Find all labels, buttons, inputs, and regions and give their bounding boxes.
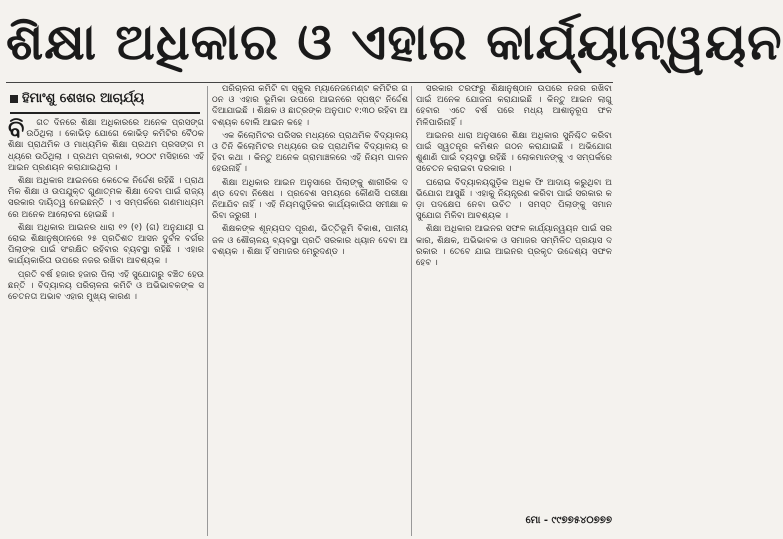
- byline: [10, 88, 200, 110]
- paragraph: ଶିକ୍ଷା ଅଧିକାର ଆଇନ ଅନୁସାରେ ପିଲାଙ୍କୁ ଶାରୀରିକ ଦଣ୍ଡ ଦେବା ନିଷେଧ । ପ୍ରବେଶ ସମୟରେ କୌଣସି ପରୀକ୍ଷା ନିଆଯିବ ନାହିଁ । ଏହି ନିୟମଗୁଡ଼ିକର କାର୍ଯ୍ୟକାରିତା ସମୀକ୍ଷା କରିବା ଜରୁରୀ ।: [212, 177, 408, 222]
- drop-cap: ବି: [8, 115, 25, 143]
- article-column-2: [212, 84, 408, 505]
- paragraph: ଗତ ଦିନରେ ଶିକ୍ଷା ଅଧିକାରରେ ଅନେକ ପ୍ରସଙ୍ଗ ଉଠିଥିଲା । କୋଭିଡ଼ ଯୋଗେ କୋଭିଡ଼ କମିଟିର ବୈଠକ ଶିକ୍ଷା ପ୍ରାଥମିକ ଓ ମାଧ୍ୟମିକ ଶିକ୍ଷା ପ୍ରଥମ ପ୍ରସଙ୍ଗ ମଧ୍ୟରେ ଉଠିଥିଲା । ପ୍ରଥମ ପ୍ରକାଶ, ୨୦୦୯ ମସିହାରେ ଏହି ଆଇନ ପ୍ରଣୟନ କରାଯାଇଥିଲା ।: [8, 118, 204, 173]
- author-contact: ମୋ - ୯୯୭୭୫୪୦୭୭୭: [525, 515, 612, 526]
- paragraph: ଶିକ୍ଷା ଅଧିକାର ଆଇନର ସଫଳ କାର୍ଯ୍ୟାନ୍ୱୟନ ପାଇଁ ସରକାର, ଶିକ୍ଷକ, ଅଭିଭାବକ ଓ ସମାଜର ସମ୍ମିଳିତ ପ୍ରୟାସ ଦରକାର । ତେବେ ଯାଇ ଆଇନର ପ୍ରକୃତ ଉଦ୍ଦେଶ୍ୟ ସଫଳ ହେବ ।: [416, 224, 612, 269]
- byline-square-icon: [10, 95, 18, 103]
- headline: ଶିକ୍ଷା ଅଧିକାର ଓ ଏହାର କାର୍ଯ୍ୟାନ୍ୱୟନ: [6, 13, 783, 71]
- paragraph: ଘରୋଇ ବିଦ୍ୟାଳୟଗୁଡ଼ିକ ଅଧିକ ଫି ଆଦାୟ କରୁଥିବା ଅଭିଯୋଗ ଆସୁଛି । ଏହାକୁ ନିୟନ୍ତ୍ରଣ କରିବା ପାଇଁ ସରକାର କଡ଼ା ପଦକ୍ଷେପ ନେବା ଉଚିତ । ସମସ୍ତ ପିଲାଙ୍କୁ ସମାନ ସୁଯୋଗ ମିଳିବା ଆବଶ୍ୟକ ।: [416, 177, 612, 222]
- byline-author: ହିମାଂଶୁ ଶେଖର ଆଚାର୍ଯ୍ୟ: [22, 91, 145, 106]
- paragraph: ପରିଚାଳନା କମିଟି ବା ସ୍କୁଲ ମ୍ୟାନେଜମେଣ୍ଟ କମିଟିର ଗଠନ ଓ ଏହାର ଭୂମିକା ଉପରେ ଆଇନରେ ସ୍ପଷ୍ଟ ନିର୍ଦ୍ଦେଶ ଦିଆଯାଇଛି । ଶିକ୍ଷକ ଓ ଛାତ୍ରଙ୍କ ଅନୁପାତ ୧:୩୦ ରହିବା ଆବଶ୍ୟକ ବୋଲି ଆଇନ କହେ ।: [212, 84, 408, 128]
- paragraph: ଶିକ୍ଷା ଅଧିକାର ଆଇନରେ କେତେକ ନିର୍ଦ୍ଦେଶ ରହିଛି । ପ୍ରାଥମିକ ଶିକ୍ଷା ଓ ଉପଯୁକ୍ତ ଗୁଣାତ୍ମକ ଶିକ୍ଷା ଦେବା ପାଇଁ ରାଜ୍ୟ ସରକାର ଦାୟିତ୍ୱ ନେଇଛନ୍ତି । ଏ ସମ୍ପର୍କରେ ଗଣମାଧ୍ୟମରେ ଅନେକ ଆଲୋଚନା ହୋଇଛି ।: [8, 176, 204, 220]
- paragraph: ସରକାର ତରଫରୁ ଶିକ୍ଷାନୁଷ୍ଠାନ ଉପରେ ନଜର ରଖିବା ପାଇଁ ଅନେକ ଯୋଜନା କରାଯାଇଛି । କିନ୍ତୁ ଆଇନ ଲାଗୁ ହେବାର ଏତେ ବର୍ଷ ପରେ ମଧ୍ୟ ଆଶାନୁରୂପ ଫଳ ମିଳିପାରିନାହିଁ ।: [416, 84, 612, 128]
- paragraph: ଶିକ୍ଷା ଅଧିକାର ଆଇନର ଧାରା ୧୨ (୧) (ଗ) ଅନୁଯାୟୀ ଘରୋଇ ଶିକ୍ଷାନୁଷ୍ଠାନରେ ୨୫ ପ୍ରତିଶତ ଆସନ ଦୁର୍ବଳ ବର୍ଗର ପିଲାଙ୍କ ପାଇଁ ସଂରକ୍ଷିତ ରହିବାର ବ୍ୟବସ୍ଥା ରହିଛି । ଏହାର କାର୍ଯ୍ୟକାରିତା ଉପରେ ନଜର ରଖିବା ଆବଶ୍ୟକ ।: [8, 222, 204, 267]
- column-divider: [411, 86, 412, 536]
- column-divider: [207, 86, 208, 536]
- headline-rule: [6, 82, 613, 83]
- paragraph: ଆଇନର ଧାରା ଅନୁସାରେ ଶିକ୍ଷା ଅଧିକାର ସୁନିଶ୍ଚିତ କରିବା ପାଇଁ ସ୍ୱତନ୍ତ୍ର କମିଶନ ଗଠନ କରାଯାଇଛି । ଅଭିଯୋଗ ଶୁଣାଣି ପାଇଁ ବ୍ୟବସ୍ଥା ରହିଛି । ଲୋକମାନଙ୍କୁ ଏ ସମ୍ପର୍କରେ ସଚେତନ କରାଇବା ଦରକାର ।: [416, 130, 612, 175]
- paragraph: ଶିକ୍ଷକଙ୍କ ଶୂନ୍ୟପଦ ପୂରଣ, ଭିତ୍ତିଭୂମି ବିକାଶ, ପାନୀୟ ଜଳ ଓ ଶୌଚାଳୟ ବ୍ୟବସ୍ଥା ପ୍ରତି ସରକାର ଧ୍ୟାନ ଦେବା ଆବଶ୍ୟକ । ଶିକ୍ଷା ହିଁ ସମାଜର ମେରୁଦଣ୍ଡ ।: [212, 224, 408, 257]
- article-column-3: [416, 84, 612, 505]
- paragraph: ପ୍ରତି ବର୍ଷ ହଜାର ହଜାର ପିଲା ଏହି ସୁଯୋଗରୁ ବଞ୍ଚିତ ହେଉଛନ୍ତି । ବିଦ୍ୟାଳୟ ପରିଚାଳନା କମିଟି ଓ ଅଭିଭାବକଙ୍କ ସଚେତନତା ଅଭାବ ଏହାର ମୁଖ୍ୟ କାରଣ ।: [8, 269, 204, 303]
- byline-rule: [10, 112, 200, 114]
- article-column-1: [8, 115, 204, 537]
- paragraph: ଏକ କିଲୋମିଟର ପରିସର ମଧ୍ୟରେ ପ୍ରାଥମିକ ବିଦ୍ୟାଳୟ ଓ ତିନି କିଲୋମିଟର ମଧ୍ୟରେ ଉଚ୍ଚ ପ୍ରାଥମିକ ବିଦ୍ୟାଳୟ ରହିବା କଥା । କିନ୍ତୁ ଅନେକ ଗ୍ରାମାଞ୍ଚଳରେ ଏହି ନିୟମ ପାଳନ ହେଉନାହିଁ ।: [212, 130, 408, 175]
